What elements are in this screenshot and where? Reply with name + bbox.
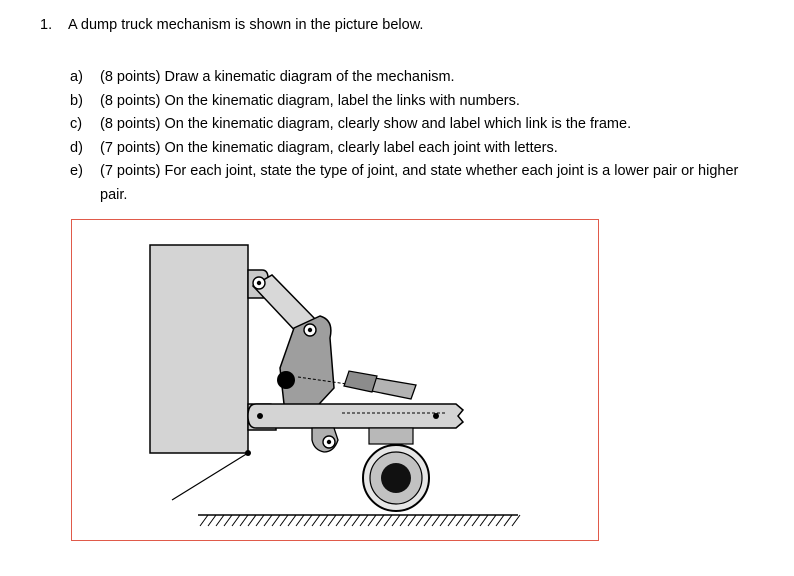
question-text: A dump truck mechanism is shown in the picture below. <box>68 17 424 33</box>
part-a <box>70 66 760 90</box>
dump-body <box>150 245 248 453</box>
part-c <box>70 113 760 137</box>
question-number: 1. <box>40 17 53 33</box>
dump-truck-figure <box>71 219 599 541</box>
part-d <box>70 137 760 161</box>
ground <box>198 515 520 526</box>
pin-joint-bar-right <box>433 413 439 419</box>
part-text: (7 points) For each joint, state the type of joint, and state whether each joint is a lower pair or higher pair. <box>100 163 739 203</box>
chassis-bar <box>248 404 463 428</box>
question-parts-list <box>70 66 760 207</box>
body-bottom-pin <box>245 450 251 456</box>
part-b <box>70 90 760 114</box>
part-label: c) <box>70 116 83 132</box>
part-label: e) <box>70 163 83 179</box>
part-text: (8 points) On the kinematic diagram, clearly show and label which link is the frame. <box>100 116 632 132</box>
dump-truck-mechanism-drawing <box>72 220 598 540</box>
part-label: b) <box>70 92 83 109</box>
cylinder-barrel <box>344 371 377 392</box>
wheel <box>363 445 429 511</box>
pin-joint-rocker <box>277 371 295 389</box>
part-e <box>70 160 760 207</box>
axle-mount <box>369 428 413 444</box>
part-label: a) <box>70 69 83 85</box>
part-text: (7 points) On the kinematic diagram, clearly label each joint with letters. <box>100 139 558 156</box>
body-support-line <box>172 453 248 500</box>
pin-joint-bar-left <box>257 413 263 419</box>
part-text: (8 points) On the kinematic diagram, label the links with numbers. <box>100 92 520 109</box>
part-label: d) <box>70 139 83 156</box>
part-text: (8 points) Draw a kinematic diagram of the mechanism. <box>100 69 455 85</box>
